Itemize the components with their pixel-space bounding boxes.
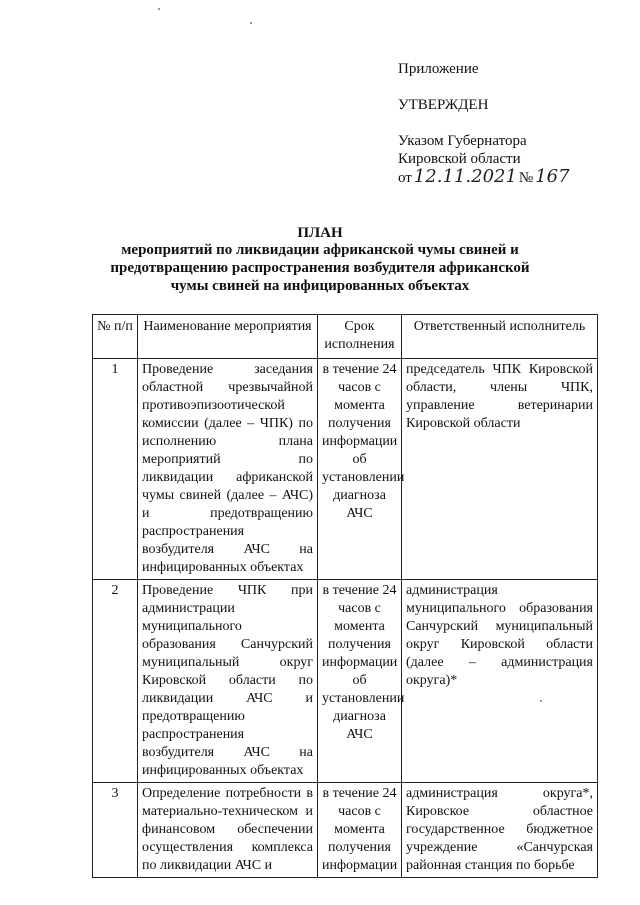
header-responsible: Ответственный исполнитель [402, 315, 598, 359]
row-responsible: председатель ЧПК Кировской области, члены ЧПК, управление ветеринарии Кировской области [402, 359, 598, 580]
scan-speck [250, 22, 252, 24]
plan-heading: ПЛАН [297, 225, 343, 241]
date-line [398, 168, 628, 187]
row-responsible: администрация округа*, Кировское областное государственное бюджетное учреждение «Санчурская районная станция по борьбе [402, 783, 598, 878]
plan-subtitle: мероприятий по ликвидации африканской чумы свиней и предотвращению распространения возбудителя африканской чумы свиней на инфицированных объектах [110, 242, 530, 294]
scan-speck [540, 700, 542, 702]
plan-table [92, 314, 598, 878]
decree-line-2: Кировской области [398, 151, 521, 167]
row-term: в течение 24 часов с момента получения информации об установлении диагноза АЧС [318, 580, 402, 783]
handwritten-number: 167 [535, 166, 570, 187]
row-num: 3 [93, 783, 138, 878]
approval-block [398, 60, 628, 187]
row-num: 1 [93, 359, 138, 580]
row-term: в течение 24 часов с момента получения информации [318, 783, 402, 878]
table-row [93, 580, 598, 783]
header-name: Наименование мероприятия [138, 315, 318, 359]
approved-label: УТВЕРЖДЕН [398, 97, 489, 113]
row-num: 2 [93, 580, 138, 783]
table-row [93, 359, 598, 580]
header-num: № п/п [93, 315, 138, 359]
header-term: Срок исполнения [318, 315, 402, 359]
date-prefix: от [398, 170, 412, 186]
row-term: в течение 24 часов с момента получения информации об установлении диагноза АЧС [318, 359, 402, 580]
row-responsible: администрация муниципального образования Санчурский муниципальный округ Кировской области (далее – администрация округа)* [402, 580, 598, 783]
table-row [93, 783, 598, 878]
table-header-row [93, 315, 598, 359]
row-name: Проведение ЧПК при администрации муниципального образования Санчурский муниципальный округ Кировской области по ликвидации АЧС и предотвращению распространения возбудителя АЧС на инфицированных объектах [138, 580, 318, 783]
annex-label: Приложение [398, 61, 479, 77]
decree-line-1: Указом Губернатора [398, 133, 527, 149]
scan-speck [158, 8, 160, 10]
number-prefix: № [518, 170, 534, 186]
row-name: Проведение заседания областной чрезвычайной противоэпизоотической комиссии (далее – ЧПК) по исполнению плана мероприятий по ликвидации африканской чумы свиней (далее – АЧС) и предотвращению распространения возбудителя АЧС на инфицированных объектах [138, 359, 318, 580]
row-name: Определение потребности в материально-техническом и финансовом обеспечении осуществления комплекса по ликвидации АЧС и [138, 783, 318, 878]
handwritten-date: 12.11.2021 [413, 166, 517, 187]
